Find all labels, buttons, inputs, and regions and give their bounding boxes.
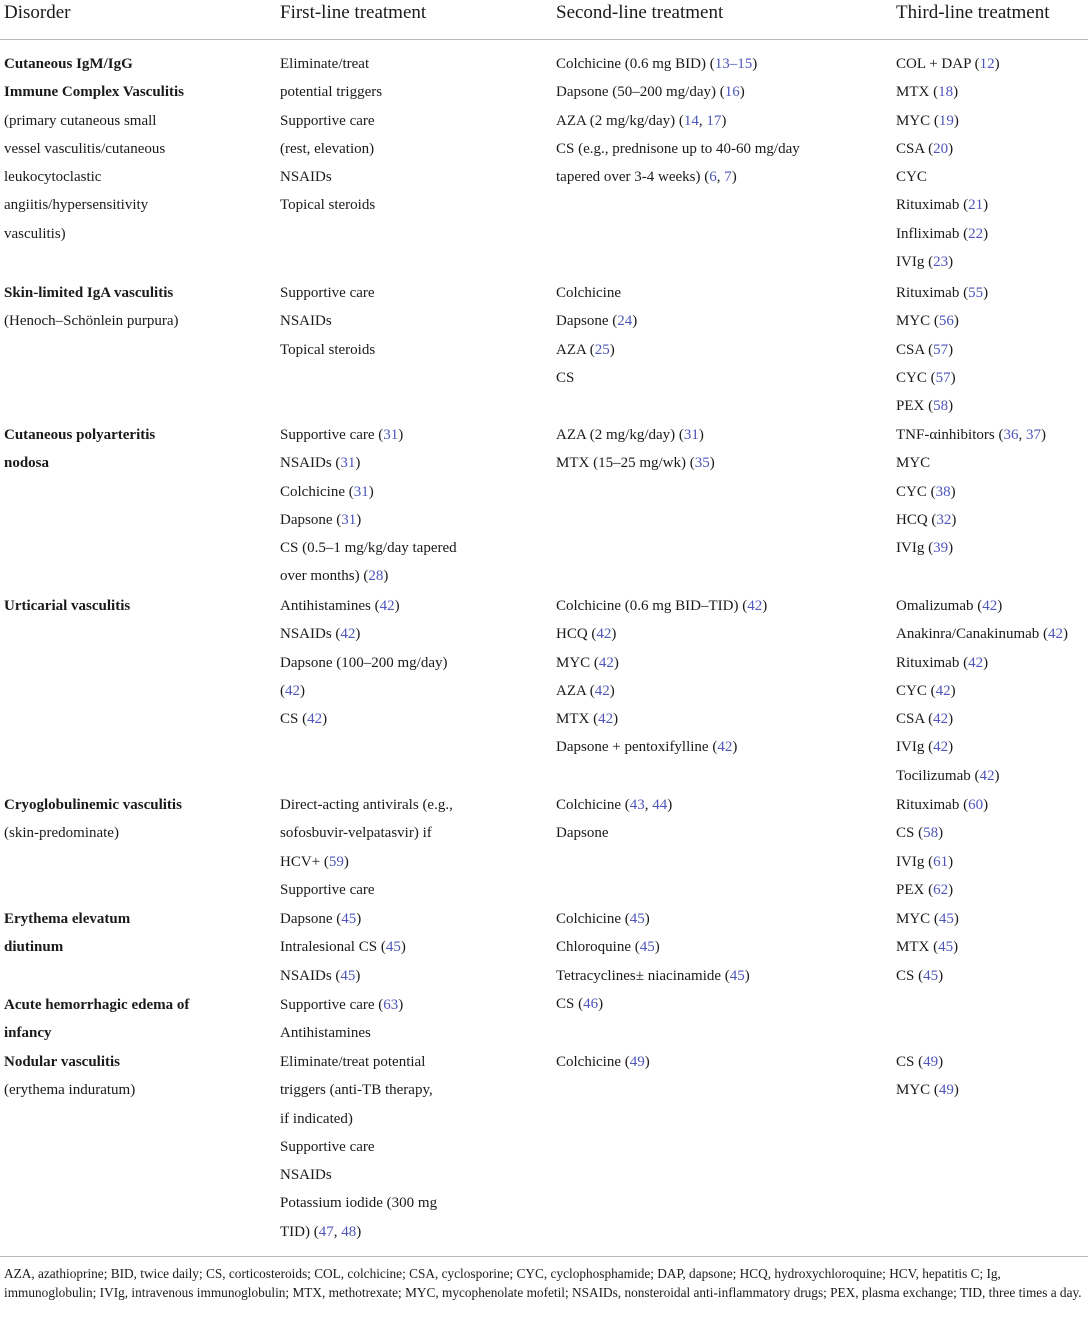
- cell-line: CS (58): [896, 825, 944, 842]
- third-line-cell: [896, 791, 1091, 904]
- cell-line: Eliminate/treat potential: [280, 1054, 426, 1070]
- cell-line: Dapsone (45): [280, 911, 362, 927]
- cell-line: CS: [556, 369, 575, 386]
- cell-line: CS (42): [280, 711, 328, 728]
- citation-link[interactable]: 39: [933, 540, 949, 557]
- citation-link[interactable]: 57: [933, 341, 949, 358]
- citation-link[interactable]: 58: [923, 825, 939, 842]
- cell-line: MTX (42): [556, 711, 619, 728]
- cell-line: Colchicine (49): [556, 1054, 650, 1070]
- citation-link[interactable]: 46: [583, 995, 599, 1012]
- cell-line: Cutaneous IgM/IgG: [4, 56, 133, 72]
- cell-line: Erythema elevatum: [4, 911, 131, 927]
- cell-line: CS (45): [896, 967, 944, 984]
- cell-line: AZA (25): [556, 341, 615, 358]
- cell-line: over months) (28): [280, 568, 389, 585]
- citation-link[interactable]: 7: [724, 169, 732, 186]
- cell-line: Dapsone (50–200 mg/day) (16): [556, 84, 745, 101]
- disorder-cell: [4, 50, 274, 248]
- cell-line: Dapsone: [556, 825, 609, 842]
- citation-link[interactable]: 42: [379, 598, 395, 614]
- first-line-cell: [280, 50, 550, 220]
- citation-link[interactable]: 56: [938, 313, 954, 330]
- citation-link[interactable]: 45: [385, 939, 401, 956]
- cell-line: MTX (15–25 mg/wk) (35): [556, 455, 715, 472]
- first-line-cell: [280, 1048, 550, 1246]
- citation-link[interactable]: 42: [933, 711, 949, 728]
- citation-link[interactable]: 63: [383, 997, 399, 1013]
- citation-link[interactable]: 12: [979, 56, 995, 72]
- citation-link[interactable]: 42: [307, 711, 323, 728]
- third-line-cell: [896, 1048, 1091, 1105]
- cell-line: CS (49): [896, 1054, 944, 1070]
- citation-link[interactable]: 14: [683, 112, 699, 129]
- cell-line: diutinum: [4, 939, 64, 956]
- citation-link[interactable]: 42: [747, 598, 763, 614]
- third-line-cell: [896, 50, 1091, 276]
- header-first-line: First-line treatment: [280, 2, 427, 23]
- second-line-cell: [556, 791, 891, 848]
- cell-line: Infliximab (22): [896, 225, 989, 242]
- cell-line: MYC (56): [896, 313, 959, 330]
- citation-link[interactable]: 45: [923, 967, 939, 984]
- cell-line: Supportive care (63): [280, 997, 404, 1013]
- second-line-cell: [556, 50, 891, 191]
- cell-line: TID) (47, 48): [280, 1223, 362, 1240]
- citation-link[interactable]: 32: [936, 511, 952, 528]
- cell-line: Supportive care (31): [280, 427, 404, 443]
- cell-line: Colchicine: [556, 285, 621, 301]
- cell-line: (rest, elevation): [280, 140, 375, 157]
- cell-line: Intralesional CS (45): [280, 939, 406, 956]
- cell-line: Cutaneous polyarteritis: [4, 427, 156, 443]
- cell-line: Cryoglobulinemic vasculitis: [4, 797, 182, 813]
- header-third-line: Third-line treatment: [896, 2, 1050, 23]
- citation-link[interactable]: 42: [598, 711, 614, 728]
- citation-link[interactable]: 17: [706, 112, 722, 129]
- cell-line: NSAIDs (42): [280, 626, 361, 643]
- cell-line: Dapsone (31): [280, 511, 362, 528]
- cell-line: AZA (2 mg/kg/day) (31): [556, 427, 704, 443]
- cell-line: leukocytoclastic: [4, 169, 102, 186]
- cell-line: Antihistamines: [280, 1025, 371, 1042]
- cell-line: PEX (58): [896, 398, 954, 415]
- cell-line: Colchicine (31): [280, 483, 374, 500]
- citation-link[interactable]: 62: [933, 881, 949, 898]
- cell-line: Skin-limited IgA vasculitis: [4, 285, 174, 301]
- cell-line: Rituximab (60): [896, 797, 989, 813]
- cell-line: CS (46): [556, 995, 604, 1012]
- cell-line: Colchicine (0.6 mg BID–TID) (42): [556, 598, 768, 614]
- citation-link[interactable]: 45: [639, 939, 655, 956]
- cell-line: CSA (20): [896, 140, 954, 157]
- cell-line: Eliminate/treat: [280, 56, 370, 72]
- citation-link[interactable]: 37: [1025, 427, 1041, 443]
- citation-link[interactable]: 13–15: [714, 56, 753, 72]
- cell-line: Chloroquine (45): [556, 939, 660, 956]
- cell-line: CS (e.g., prednisone up to 40-60 mg/day: [556, 140, 800, 157]
- cell-line: (erythema induratum): [4, 1082, 136, 1099]
- cell-line: infancy: [4, 1025, 52, 1042]
- citation-link[interactable]: 42: [968, 654, 984, 671]
- citation-link[interactable]: 42: [340, 626, 356, 643]
- citation-link[interactable]: 42: [594, 682, 610, 699]
- cell-line: (Henoch–Schönlein purpura): [4, 313, 179, 330]
- citation-link[interactable]: 35: [694, 455, 710, 472]
- citation-link[interactable]: 48: [341, 1223, 357, 1240]
- citation-link[interactable]: 31: [683, 427, 699, 443]
- citation-link[interactable]: 31: [353, 483, 369, 500]
- header-second-line: Second-line treatment: [556, 2, 724, 23]
- cell-line: HCQ (42): [556, 626, 617, 643]
- citation-link[interactable]: 42: [982, 598, 998, 614]
- cell-line: Colchicine (45): [556, 911, 650, 927]
- citation-link[interactable]: 42: [933, 739, 949, 756]
- citation-link[interactable]: 43: [629, 797, 645, 813]
- citation-link[interactable]: 49: [923, 1054, 939, 1070]
- cell-line: CSA (57): [896, 341, 954, 358]
- cell-line: Antihistamines (42): [280, 598, 400, 614]
- citation-link[interactable]: 45: [340, 967, 356, 984]
- citation-link[interactable]: 58: [933, 398, 949, 415]
- citation-link[interactable]: 6: [709, 169, 717, 186]
- cell-line: (skin-predominate): [4, 825, 119, 842]
- disorder-cell: [4, 1048, 274, 1105]
- citation-link[interactable]: 38: [935, 483, 951, 500]
- cell-line: Rituximab (42): [896, 654, 989, 671]
- cell-line: sofosbuvir-velpatasvir) if: [280, 825, 432, 842]
- cell-line: CYC (57): [896, 369, 956, 386]
- second-line-cell: [556, 905, 891, 1018]
- citation-link[interactable]: 45: [629, 911, 645, 927]
- citation-link[interactable]: 20: [933, 140, 949, 157]
- third-line-cell: [896, 905, 1091, 990]
- cell-line: Topical steroids: [280, 197, 376, 214]
- cell-line: MYC (49): [896, 1082, 959, 1099]
- citation-link[interactable]: 22: [968, 225, 984, 242]
- citation-link[interactable]: 55: [968, 285, 984, 301]
- cell-line: Immune Complex Vasculitis: [4, 84, 185, 101]
- cell-line: CSA (42): [896, 711, 954, 728]
- cell-line: IVIg (42): [896, 739, 954, 756]
- cell-line: MTX (18): [896, 84, 959, 101]
- citation-link[interactable]: 28: [368, 568, 384, 585]
- citation-link[interactable]: 16: [724, 84, 740, 101]
- cell-line: Dapsone (100–200 mg/day): [280, 654, 448, 671]
- citation-link[interactable]: 49: [938, 1082, 954, 1099]
- disorder-cell: [4, 592, 274, 620]
- cell-line: Supportive care: [280, 1138, 375, 1155]
- citation-link[interactable]: 59: [328, 853, 344, 870]
- cell-line: CS (0.5–1 mg/kg/day tapered: [280, 540, 457, 557]
- citation-link[interactable]: 42: [285, 682, 300, 699]
- citation-link[interactable]: 42: [596, 626, 612, 643]
- first-line-cell: [280, 279, 550, 364]
- cell-line: potential triggers: [280, 84, 383, 101]
- cell-line: vasculitis): [4, 225, 66, 242]
- second-line-cell: [556, 279, 891, 392]
- cell-line: (42): [280, 682, 305, 699]
- cell-line: Anakinra/Canakinumab (42): [896, 626, 1069, 643]
- cell-line: NSAIDs: [280, 1167, 332, 1184]
- cell-line: Dapsone + pentoxifylline (42): [556, 739, 738, 756]
- abbreviations-footnote: AZA, azathioprine; BID, twice daily; CS, corticosteroids; COL, colchicine; CSA, cyclosporine; CYC, cyclophosphamide; DAP, dapsone; HCQ, hydroxychloroquine; HCV, hepatitis C; Ig, immunoglobulin; IVIg, intravenous immunoglobulin; MTX, methotrexate; MYC, mycophenolate mofetil; NSAIDs, nonsteroidal anti-inflammatory drugs; PEX, plasma exchange; TID, three times a day.: [4, 1266, 1082, 1301]
- cell-line: CYC: [896, 169, 927, 186]
- citation-link[interactable]: 45: [341, 911, 357, 927]
- cell-line: MYC (42): [556, 654, 619, 671]
- citation-link[interactable]: 24: [617, 313, 633, 330]
- citation-link[interactable]: 45: [938, 911, 954, 927]
- cell-line: IVIg (39): [896, 540, 954, 557]
- cell-line: AZA (42): [556, 682, 615, 699]
- cell-line: Supportive care: [280, 285, 375, 301]
- cell-line: NSAIDs: [280, 313, 332, 330]
- second-line-cell: [556, 1048, 891, 1076]
- disorder-cell: [4, 991, 274, 1048]
- citation-link[interactable]: 45: [729, 967, 745, 984]
- citation-link[interactable]: 18: [938, 84, 954, 101]
- citation-link[interactable]: 57: [935, 369, 951, 386]
- first-line-cell: [280, 791, 550, 904]
- cell-line: Acute hemorrhagic edema of: [4, 997, 190, 1013]
- cell-line: Tetracyclines± niacinamide (45): [556, 967, 750, 984]
- first-line-cell: [280, 991, 550, 1048]
- citation-link[interactable]: 19: [938, 112, 954, 129]
- cell-line: (primary cutaneous small: [4, 112, 157, 129]
- cell-line: NSAIDs (31): [280, 455, 361, 472]
- cell-line: tapered over 3-4 weeks) (6, 7): [556, 169, 737, 186]
- cell-line: Colchicine (0.6 mg BID) (13–15): [556, 56, 758, 72]
- citation-link[interactable]: 42: [717, 739, 733, 756]
- citation-link[interactable]: 42: [979, 767, 995, 784]
- cell-line: Rituximab (21): [896, 197, 989, 214]
- third-line-cell: [896, 421, 1091, 562]
- cell-line: triggers (anti-TB therapy,: [280, 1082, 433, 1099]
- disorder-cell: [4, 421, 274, 478]
- cell-line: COL + DAP (12): [896, 56, 1000, 72]
- header-rule: [0, 39, 1088, 40]
- disorder-cell: [4, 279, 274, 336]
- cell-line: TNF-αinhibitors (36, 37): [896, 427, 1046, 443]
- cell-line: Tocilizumab (42): [896, 767, 1000, 784]
- citation-link[interactable]: 21: [968, 197, 984, 214]
- cell-line: Dapsone (24): [556, 313, 638, 330]
- disorder-cell: [4, 905, 274, 962]
- cell-line: MYC (19): [896, 112, 959, 129]
- cell-line: PEX (62): [896, 881, 954, 898]
- cell-line: Potassium iodide (300 mg: [280, 1195, 438, 1212]
- second-line-cell: [556, 421, 891, 478]
- cell-line: Nodular vasculitis: [4, 1054, 120, 1070]
- citation-link[interactable]: 31: [383, 427, 399, 443]
- cell-line: Topical steroids: [280, 341, 376, 358]
- citation-link[interactable]: 60: [968, 797, 984, 813]
- second-line-cell: [556, 592, 891, 762]
- citation-link[interactable]: 25: [594, 341, 610, 358]
- cell-line: HCQ (32): [896, 511, 957, 528]
- first-line-cell: [280, 592, 550, 733]
- citation-link[interactable]: 23: [933, 254, 949, 271]
- cell-line: NSAIDs: [280, 169, 332, 186]
- cell-line: MYC (45): [896, 911, 959, 927]
- cell-line: CYC (42): [896, 682, 956, 699]
- cell-line: AZA (2 mg/kg/day) (14, 17): [556, 112, 727, 129]
- cell-line: IVIg (23): [896, 254, 954, 271]
- disorder-cell: [4, 791, 274, 848]
- citation-link[interactable]: 42: [598, 654, 614, 671]
- cell-line: Supportive care: [280, 881, 375, 898]
- citation-link[interactable]: 44: [652, 797, 668, 813]
- cell-line: HCV+ (59): [280, 853, 349, 870]
- third-line-cell: [896, 592, 1091, 790]
- citation-link[interactable]: 49: [629, 1054, 645, 1070]
- citation-link[interactable]: 61: [933, 853, 949, 870]
- cell-line: vessel vasculitis/cutaneous: [4, 140, 166, 157]
- citation-link[interactable]: 31: [340, 455, 356, 472]
- cell-line: Colchicine (43, 44): [556, 797, 673, 813]
- citation-link[interactable]: 42: [1048, 626, 1064, 643]
- cell-line: if indicated): [280, 1110, 353, 1127]
- citation-link[interactable]: 31: [341, 511, 357, 528]
- first-line-cell: [280, 421, 550, 591]
- citation-link[interactable]: 42: [935, 682, 951, 699]
- cell-line: angiitis/hypersensitivity: [4, 197, 149, 214]
- cell-line: Omalizumab (42): [896, 598, 1003, 614]
- cell-line: Rituximab (55): [896, 285, 989, 301]
- first-line-cell: [280, 905, 550, 990]
- citation-link[interactable]: 47: [318, 1223, 334, 1240]
- cell-line: Supportive care: [280, 112, 375, 129]
- citation-link[interactable]: 36: [1003, 427, 1019, 443]
- header-disorder: Disorder: [4, 2, 71, 23]
- citation-link[interactable]: 45: [938, 939, 954, 956]
- cell-line: MTX (45): [896, 939, 959, 956]
- cell-line: Direct-acting antivirals (e.g.,: [280, 797, 453, 813]
- cell-line: Urticarial vasculitis: [4, 598, 131, 614]
- cell-line: NSAIDs (45): [280, 967, 361, 984]
- cell-line: IVIg (61): [896, 853, 954, 870]
- third-line-cell: [896, 279, 1091, 420]
- cell-line: MYC: [896, 455, 931, 472]
- footer-rule: [0, 1256, 1088, 1257]
- cell-line: CYC (38): [896, 483, 956, 500]
- cell-line: nodosa: [4, 455, 50, 472]
